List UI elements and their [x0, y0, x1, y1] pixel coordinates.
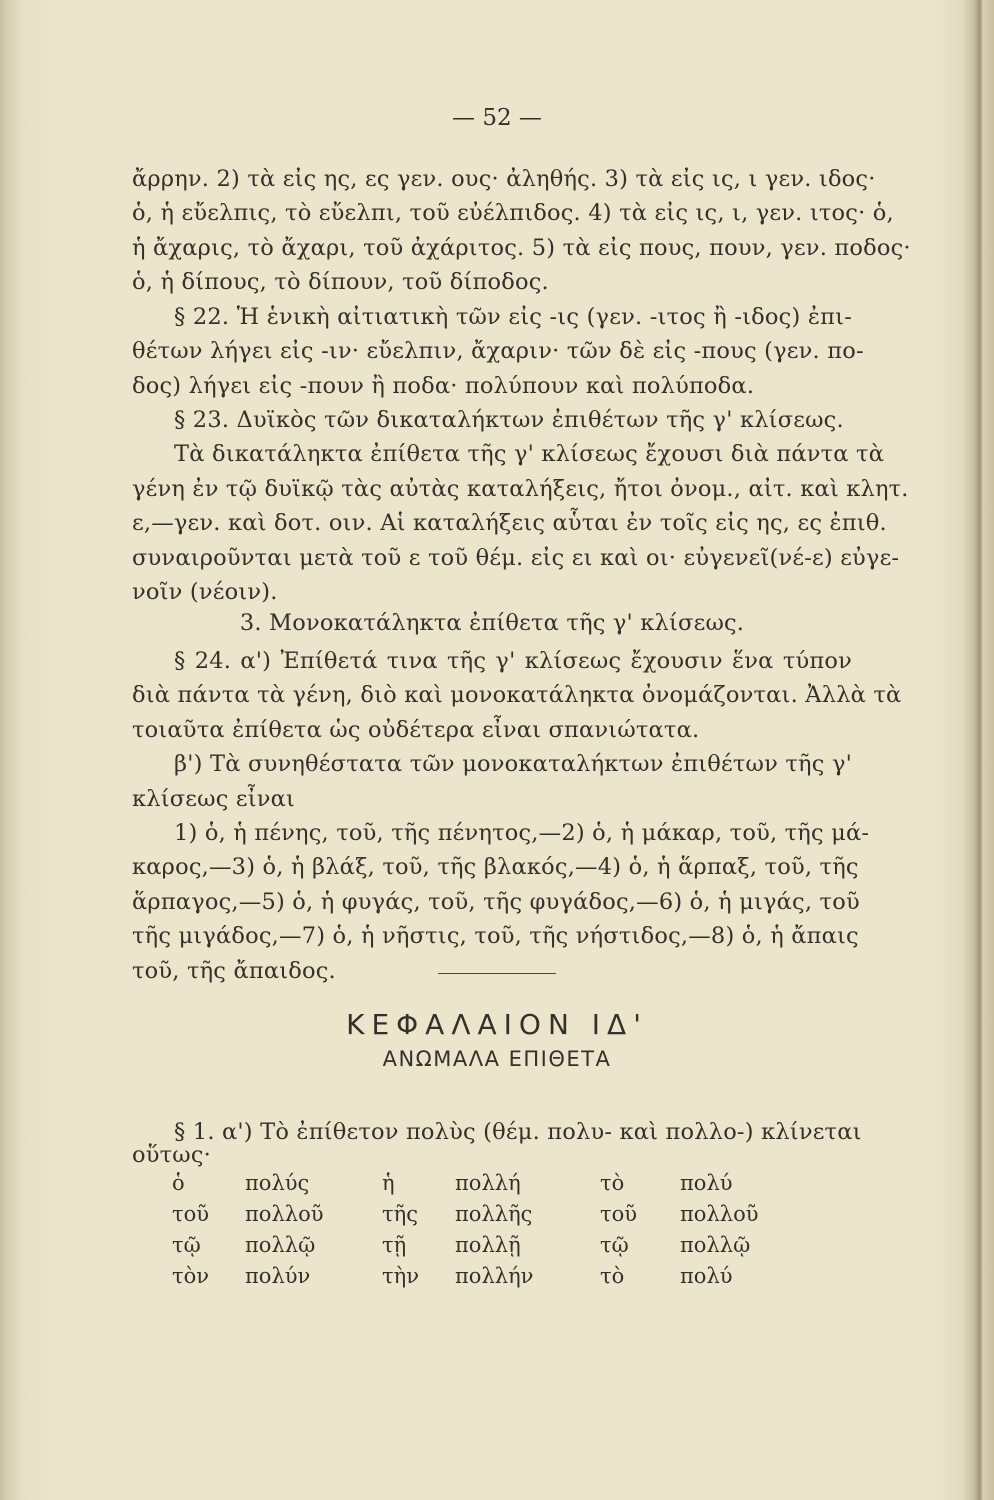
- text-line: ὁ, ἡ δίπους, τὸ δίπουν, τοῦ δίποδος.: [132, 269, 549, 295]
- table-cell: τῷ: [600, 1233, 629, 1257]
- table-cell: ὁ: [172, 1171, 185, 1195]
- adjective-list-line: τῆς μιγάδος,—7) ὁ, ἡ νῆστις, τοῦ, τῆς νήστιδος,—8) ὁ, ἡ ἄπαις: [132, 923, 859, 949]
- text-line: γένη ἐν τῷ δυϊκῷ τὰς αὐτὰς καταλήξεις, ἤτοι ὀνομ., αἰτ. καὶ κλητ.: [132, 476, 909, 502]
- chapter-subtitle: ΑΝΩΜΑΛΑ ΕΠΙΘΕΤΑ: [382, 1047, 612, 1071]
- text-line: νοῖν (νέοιν).: [132, 579, 278, 605]
- adjective-list-line: 1) ὁ, ἡ πένης, τοῦ, τῆς πένητος,—2) ὁ, ἡ μάκαρ, τοῦ, τῆς μά-: [174, 820, 870, 846]
- table-cell: πολλῷ: [245, 1233, 316, 1257]
- table-row: [172, 1261, 760, 1292]
- text-line: ἄρρην. 2) τὰ εἰς ης, ες γεν. ους· ἀληθής. 3) τὰ εἰς ις, ι γεν. ιδος·: [132, 166, 876, 192]
- table-cell: τὸ: [600, 1264, 625, 1288]
- table-cell: πολλῷ: [680, 1233, 751, 1257]
- subsection-heading: 3. Μονοκατάληκτα ἐπίθετα τῆς γ' κλίσεως.: [239, 610, 745, 636]
- table-row: [172, 1230, 760, 1261]
- table-cell: πολύς: [245, 1171, 310, 1195]
- table-cell: πολλή: [455, 1171, 521, 1195]
- table-cell: πολύν: [245, 1264, 311, 1288]
- text-line: ὁ, ἡ εὔελπις, τὸ εὔελπι, τοῦ εὐέλπιδος. 4) τὰ εἰς ις, ι, γεν. ιτος· ὁ,: [132, 200, 894, 226]
- text-line: οὕτως·: [132, 1142, 211, 1168]
- table-cell: τῇ: [382, 1233, 407, 1257]
- paragraph-24-start: § 24. α') Ἐπίθετά τινα τῆς γ' κλίσεως ἔχουσιν ἕνα τύπον: [174, 648, 852, 674]
- text-line: δος) λήγει εἰς -πουν ἢ ποδα· πολύπουν καὶ πολύποδα.: [132, 373, 755, 399]
- table-cell: τὸν: [172, 1264, 210, 1288]
- page-number: — 52 —: [452, 105, 542, 131]
- text-line: διὰ πάντα τὰ γένη, διὸ καὶ μονοκατάληκτα ὀνομάζονται. Ἀλλὰ τὰ: [132, 682, 902, 708]
- text-line: β') Τὰ συνηθέστατα τῶν μονοκαταλήκτων ἐπιθέτων τῆς γ': [174, 751, 852, 777]
- section-divider: [438, 973, 556, 974]
- declension-table: [172, 1168, 760, 1292]
- text-line: θέτων λήγει εἰς -ιν· εὔελπιν, ἄχαριν· τῶν δὲ εἰς -πους (γεν. πο-: [132, 338, 864, 364]
- table-cell: πολύ: [680, 1264, 733, 1288]
- table-cell: τὴν: [382, 1264, 419, 1288]
- table-cell: πολλοῦ: [245, 1202, 324, 1226]
- table-row: [172, 1199, 760, 1230]
- table-cell: τῷ: [172, 1233, 201, 1257]
- table-row: [172, 1168, 760, 1199]
- table-cell: ἡ: [382, 1171, 395, 1195]
- table-cell: τοῦ: [172, 1202, 210, 1226]
- table-cell: πολλοῦ: [680, 1202, 759, 1226]
- text-line: τοιαῦτα ἐπίθετα ὡς οὐδέτερα εἶναι σπανιώτατα.: [132, 717, 700, 743]
- text-line: συναιροῦνται μετὰ τοῦ ε τοῦ θέμ. εἰς ει καὶ οι· εὐγενεῖ(νέ-ε) εὐγε-: [132, 545, 900, 571]
- paragraph-23-start: Τὰ δικατάληκτα ἐπίθετα τῆς γ' κλίσεως ἔχουσι διὰ πάντα τὰ: [174, 441, 885, 467]
- text-line: ε,—γεν. καὶ δοτ. οιν. Αἱ καταλήξεις αὗται ἐν τοῖς εἰς ης, ες ἐπιθ.: [132, 510, 887, 536]
- table-cell: τὸ: [600, 1171, 625, 1195]
- table-cell: πολλῇ: [455, 1233, 521, 1257]
- adjective-list-line: ἅρπαγος,—5) ὁ, ἡ φυγάς, τοῦ, τῆς φυγάδος,—6) ὁ, ἡ μιγάς, τοῦ: [132, 889, 860, 915]
- table-cell: πολλήν: [455, 1264, 534, 1288]
- table-cell: τοῦ: [600, 1202, 638, 1226]
- adjective-list-line: καρος,—3) ὁ, ἡ βλάξ, τοῦ, τῆς βλακός,—4) ὁ, ἡ ἅρπαξ, τοῦ, τῆς: [132, 854, 859, 880]
- paragraph-1-start: § 1. α') Τὸ ἐπίθετον πολὺς (θέμ. πολυ- καὶ πολλο-) κλίνεται: [174, 1119, 862, 1145]
- table-cell: πολύ: [680, 1171, 733, 1195]
- section-heading-23: § 23. Δυϊκὸς τῶν δικαταλήκτων ἐπιθέτων τῆς γ' κλίσεως.: [174, 407, 844, 433]
- adjective-list-line: τοῦ, τῆς ἄπαιδος.: [132, 958, 336, 984]
- text-line: κλίσεως εἶναι: [132, 786, 296, 812]
- table-cell: πολλῆς: [455, 1202, 533, 1226]
- chapter-title: ΚΕΦΑΛΑΙΟΝ ΙΔ': [346, 1008, 648, 1041]
- paragraph-22-start: § 22. Ἡ ἑνικὴ αἰτιατικὴ τῶν εἰς -ις (γεν. -ιτος ἢ -ιδος) ἐπι-: [174, 304, 852, 330]
- table-cell: τῆς: [382, 1202, 418, 1226]
- text-line: ἡ ἄχαρις, τὸ ἄχαρι, τοῦ ἀχάριτος. 5) τὰ εἰς πους, πουν, γεν. ποδος·: [132, 235, 911, 261]
